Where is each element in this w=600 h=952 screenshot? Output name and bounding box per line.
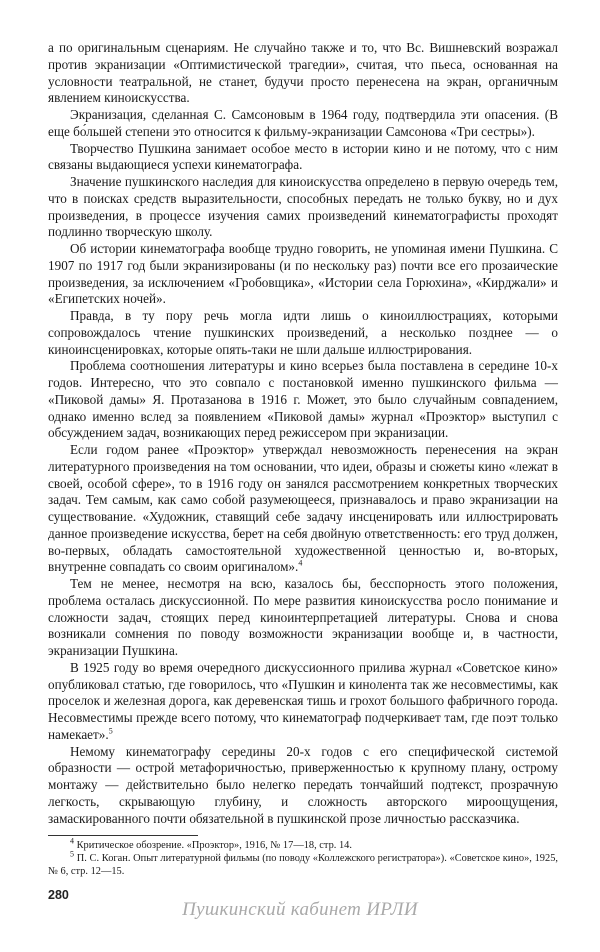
page-number: 280	[48, 888, 69, 902]
paragraph-p9	[48, 576, 558, 660]
paragraph-text: Значение пушкинского наследия для киноискусства определено в первую очередь тем, что в поисках средств выразительности, способных передать не только букву, но и дух произведения, в процессе изучения самих произведений кинематографисты проходят подлинно творческую школу.	[48, 174, 558, 240]
footnote-reference: 4	[298, 558, 303, 568]
paragraph-text: Об истории кинематографа вообще трудно говорить, не упоминая имени Пушкина. С 1907 по 1917 год были экранизированы (и по нескольку раз) почти все его прозаические произведения, за исключением «Гробовщика», «Истории села Горюхина», «Кирджали» и «Египетских ночей».	[48, 241, 558, 307]
paragraph-text: Проблема соотношения литературы и кино всерьез была поставлена в середине 10-х годов. Интересно, что это совпало с постановкой именно пушкинского фильма — «Пиковой дамы» Я. Протазанова в 1916 г. Может, это было случайным совпадением, однако именно вслед за появлением «Пиковой дамы» журнал «Проэктор» выступил с обсуждением задач, возникающих перед режиссером при экранизации.	[48, 358, 558, 441]
paragraph-p3	[48, 141, 558, 175]
paragraph-p5	[48, 241, 558, 308]
paragraph-p2	[48, 107, 558, 141]
footnote-fn4	[48, 836, 558, 853]
paragraph-text: В 1925 году во время очередного дискуссионного прилива журнал «Советское кино» опубликовал статью, где говорилось, что «Пушкин и кинолента так же несовместимы, как проселок и железная дорога, как деревенская тишь и грохот большого фабричного города. Несовместимы прежде всего потому, что кинематограф подчеркивает там, где поэт только намекает».	[48, 659, 558, 742]
footnote-reference: 5	[108, 726, 113, 736]
footnote-marker: 4	[70, 836, 74, 846]
page-content	[48, 40, 558, 879]
paragraph-text: Правда, в ту пору речь могла идти лишь о киноиллюстрациях, которыми сопровождалось чтение пушкинских произведений, а несколько позднее — о киноинсценировках, которые опять-таки не шли дальше иллюстрирования.	[48, 308, 558, 357]
body-text	[48, 40, 558, 827]
paragraph-text: Немому кинематографу середины 20-х годов с его специфической системой образности — острой метафоричностью, приверженностью к крупному плану, острому монтажу — действительно было нелегко передать тончайший подтекст, прозрачную легкость, скрывающую глубину, и сложность авторского мироощущения, замаскированного почти обязательной в пушкинской прозе личностью рассказчика.	[48, 743, 558, 826]
footnote-text: П. С. Коган. Опыт литературной фильмы (по поводу «Коллежского регистратора»). «Советское кино», 1925, № 6, стр. 12—15.	[48, 853, 558, 877]
paragraph-p4	[48, 174, 558, 241]
paragraph-p10	[48, 660, 558, 744]
paragraph-text: а по оригинальным сценариям. Не случайно также и то, что Вс. Вишневский возражал против экранизации «Оптимистической трагедии», считая, что пьеса, основанная на условности театральной, не станет, будучи просто перенесена на экран, органичным явлением киноискусства.	[48, 40, 558, 106]
paragraph-p11	[48, 744, 558, 828]
paragraph-p7	[48, 358, 558, 442]
footnote-text: Критическое обозрение. «Проэктор», 1916, № 17—18, стр. 14.	[76, 840, 352, 852]
paragraph-p6	[48, 308, 558, 358]
footnote-marker: 5	[70, 849, 74, 859]
footnotes	[48, 836, 558, 878]
paragraph-p8	[48, 442, 558, 576]
footnote-fn5	[48, 849, 558, 879]
paragraph-text: Экранизация, сделанная С. Самсоновым в 1964 году, подтвердила эти опасения. (В еще бо́льшей степени это относится к фильму-экранизации Самсонова «Три сестры»).	[48, 107, 558, 139]
paragraph-text: Если годом ранее «Проэктор» утверждал невозможность перенесения на экран литературного произведения на том основании, что идеи, образы и сюжеты кино «лежат в своей, особой сфере», то в 1916 году он занялся рассмотрением конкретных творческих задач. Тем самым, как само собой разумеющееся, признавалось и право экранизации на существование. «Художник, ставящий себе задачу инсценировать или иллюстрировать данное произведение искусства, берет на себя двойную ответственность: его труд должен, во-первых, обладать самостоятельной художественной ценностью и, во-вторых, внутренне совпадать со своим оригиналом».	[48, 442, 558, 575]
library-watermark: Пушкинский кабинет ИРЛИ	[182, 899, 418, 920]
paragraph-text: Творчество Пушкина занимает особое место в истории кино и не потому, что с ним связаны выдающиеся успехи кинематографа.	[48, 140, 558, 173]
paragraph-p1	[48, 40, 558, 107]
paragraph-text: Тем не менее, несмотря на всю, казалось бы, бесспорность этого положения, проблема осталась дискуссионной. По мере развития киноискусства росло понимание и сложности задач, стоящих перед киноинтерпретацией литературы. Снова и снова возникали сомнения по поводу возможности экранизации вообще и, в частности, экранизации Пушкина.	[48, 576, 558, 658]
